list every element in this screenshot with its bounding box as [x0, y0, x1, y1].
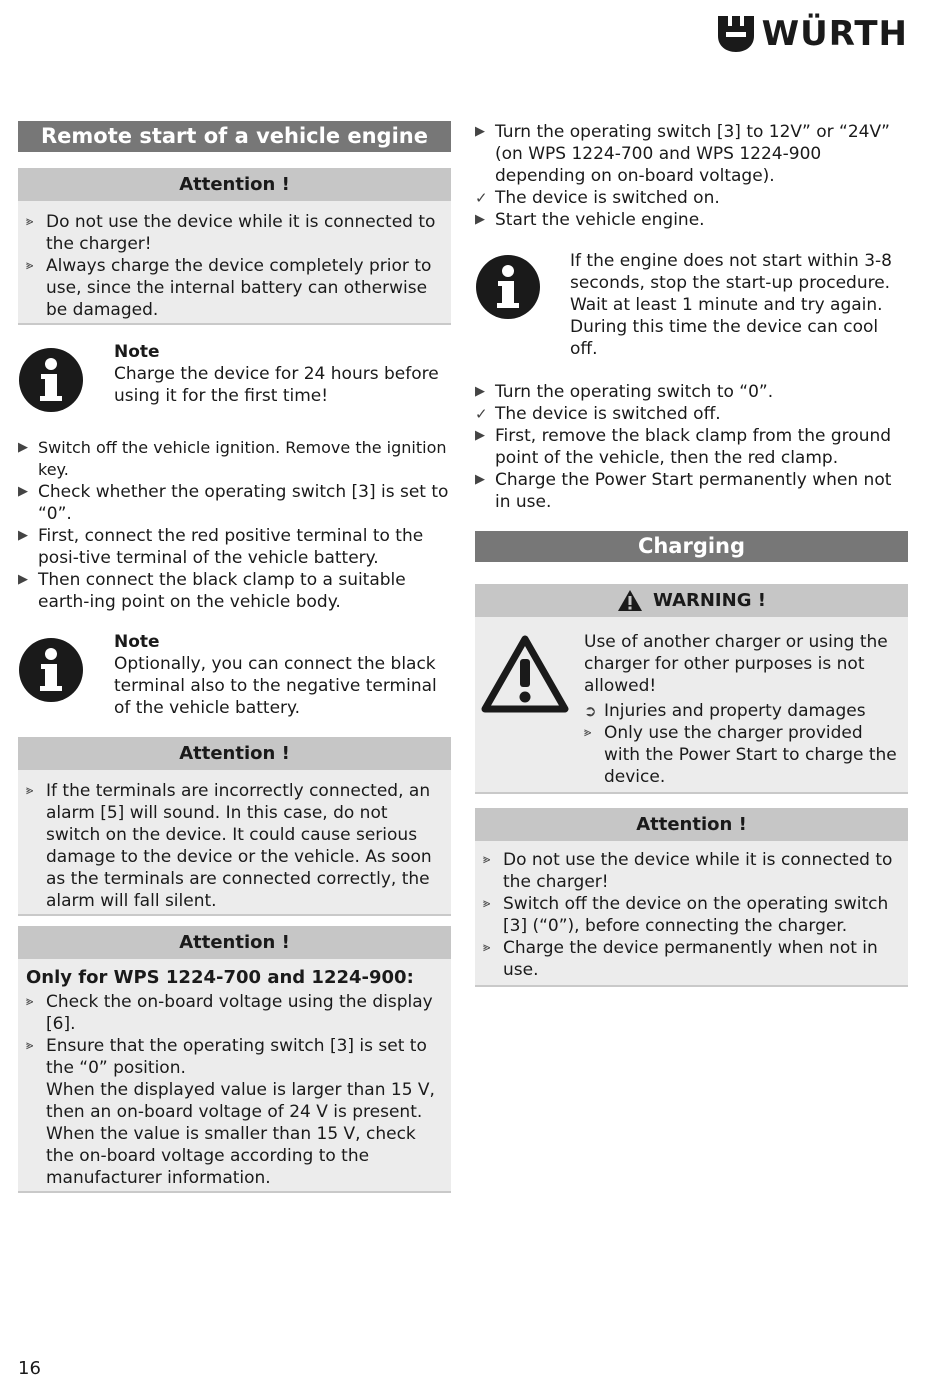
right-column	[475, 121, 908, 987]
list-item-continuation: When the displayed value is larger than 15 V, then an on-board voltage of 24 V is present. When the value is smaller than 15 V, check the on-board voltage according to the manufacturer information.	[46, 1080, 435, 1188]
list-item: ▶ Start the vehicle engine.	[475, 210, 705, 230]
attention-box-1	[18, 168, 451, 325]
left-column	[18, 121, 451, 1193]
triangle-right-icon: ▶	[475, 384, 485, 399]
note-block-2	[18, 631, 451, 719]
list-item: ✓ The device is switched on.	[475, 188, 720, 208]
note-block-1	[18, 341, 451, 417]
list-item: ▶ Switch off the vehicle ignition. Remove the ignition key.	[18, 438, 447, 479]
chevron-right-icon: ⪢	[26, 783, 34, 798]
steps-list	[18, 437, 451, 613]
chevron-right-icon: ⪢	[483, 852, 491, 867]
section-title-charging: Charging	[475, 531, 908, 562]
attention-subtitle: Only for WPS 1224-700 and 1224-900:	[26, 967, 414, 988]
wurth-logo	[716, 14, 908, 54]
triangle-right-icon: ▶	[475, 472, 485, 487]
note-title: Note	[114, 342, 160, 362]
attention-box-2	[18, 737, 451, 916]
warning-box-header	[475, 584, 908, 617]
page-number: 16	[18, 1358, 41, 1379]
info-icon	[18, 631, 114, 719]
brand-name: WÜRTH	[761, 14, 908, 54]
list-item: ⪢ Always charge the device completely prior to use, since the internal battery can otherwise be damaged.	[26, 256, 432, 320]
steps-list-2	[475, 381, 908, 513]
list-item: ▶ Check whether the operating switch [3] is set to “0”.	[18, 482, 449, 524]
note-title: Note	[114, 632, 160, 652]
info-icon	[18, 341, 114, 417]
list-item: ▶ Then connect the black clamp to a suitable earth-ing point on the vehicle body.	[18, 570, 406, 612]
list-item: ▶ First, remove the black clamp from the ground point of the vehicle, then the red clamp.	[475, 426, 892, 468]
chevron-right-icon: ⪢	[26, 1038, 34, 1053]
list-item: ⪢ Switch off the device on the operating switch [3] (“0”), before connecting the charger.	[483, 894, 889, 936]
triangle-right-icon: ▶	[18, 572, 28, 587]
triangle-right-icon: ▶	[18, 484, 28, 499]
warning-triangle-icon	[617, 589, 643, 612]
arrow-right-icon: ➲	[584, 702, 597, 720]
list-item: ✓ The device is switched off.	[475, 404, 721, 424]
triangle-right-icon: ▶	[18, 440, 28, 455]
triangle-right-icon: ▶	[475, 212, 485, 227]
warning-text: Use of another charger or using the charger for other purposes is not allowed!	[584, 632, 888, 696]
list-item: ⪢ Check the on-board voltage using the display [6].	[26, 992, 433, 1034]
list-item: ⪢ Do not use the device while it is connected to the charger!	[26, 212, 436, 254]
chevron-right-icon: ⪢	[26, 214, 34, 229]
attention-box-charging	[475, 808, 908, 987]
list-item: ▶ First, connect the red positive terminal to the posi-tive terminal of the vehicle battery.	[18, 526, 424, 568]
chevron-right-icon: ⪢	[584, 725, 592, 740]
list-item: ⪢ Only use the charger provided with the Power Start to charge the device.	[584, 723, 897, 787]
attention-box-2-title: Attention !	[18, 737, 451, 770]
list-item: ▶ Charge the Power Start permanently when not in use.	[475, 470, 892, 512]
triangle-right-icon: ▶	[475, 124, 485, 139]
list-item: ▶ Turn the operating switch [3] to 12V” or “24V” (on WPS 1224-700 and WPS 1224-900 depending on on-board voltage).	[475, 122, 890, 186]
chevron-right-icon: ⪢	[26, 258, 34, 273]
checkmark-icon: ✓	[475, 189, 488, 207]
info-text: If the engine does not start within 3-8 seconds, stop the start-up procedure. Wait at least 1 minute and try again. During this time the device can cool off.	[570, 251, 892, 359]
attention-box-1-title: Attention !	[18, 168, 451, 201]
steps-list-1	[475, 121, 908, 231]
checkmark-icon: ✓	[475, 405, 488, 423]
triangle-right-icon: ▶	[475, 428, 485, 443]
note-text: Charge the device for 24 hours before using it for the first time!	[114, 364, 439, 406]
info-icon	[475, 250, 570, 360]
warning-title: WARNING !	[653, 590, 766, 611]
attention-box-3	[18, 926, 451, 1193]
chevron-right-icon: ⪢	[26, 994, 34, 1009]
list-item: ▶ Turn the operating switch to “0”.	[475, 382, 774, 402]
info-block	[475, 250, 908, 360]
warning-box	[475, 584, 908, 794]
list-item: ⪢ Charge the device permanently when not in use.	[483, 938, 878, 980]
attention-box-charging-title: Attention !	[475, 808, 908, 841]
warning-large-icon	[481, 631, 584, 788]
list-item: ⪢ Ensure that the operating switch [3] is set to the “0” position.	[26, 1036, 427, 1078]
wurth-logo-icon	[716, 14, 756, 54]
attention-box-3-title: Attention !	[18, 926, 451, 959]
triangle-right-icon: ▶	[18, 528, 28, 543]
warning-consequence: ➲ Injuries and property damages	[584, 701, 866, 721]
note-text: Optionally, you can connect the black terminal also to the negative terminal of the vehicle battery.	[114, 654, 437, 718]
chevron-right-icon: ⪢	[483, 940, 491, 955]
list-item: ⪢ If the terminals are incorrectly connected, an alarm [5] will sound. In this case, do not switch on the device. It could cause serious damage to the device or the vehicle. As soon as the terminals are connected correctly, the alarm will fall silent.	[26, 781, 432, 911]
section-title-remote-start: Remote start of a vehicle engine	[18, 121, 451, 152]
chevron-right-icon: ⪢	[483, 896, 491, 911]
list-item: ⪢ Do not use the device while it is connected to the charger!	[483, 850, 893, 892]
